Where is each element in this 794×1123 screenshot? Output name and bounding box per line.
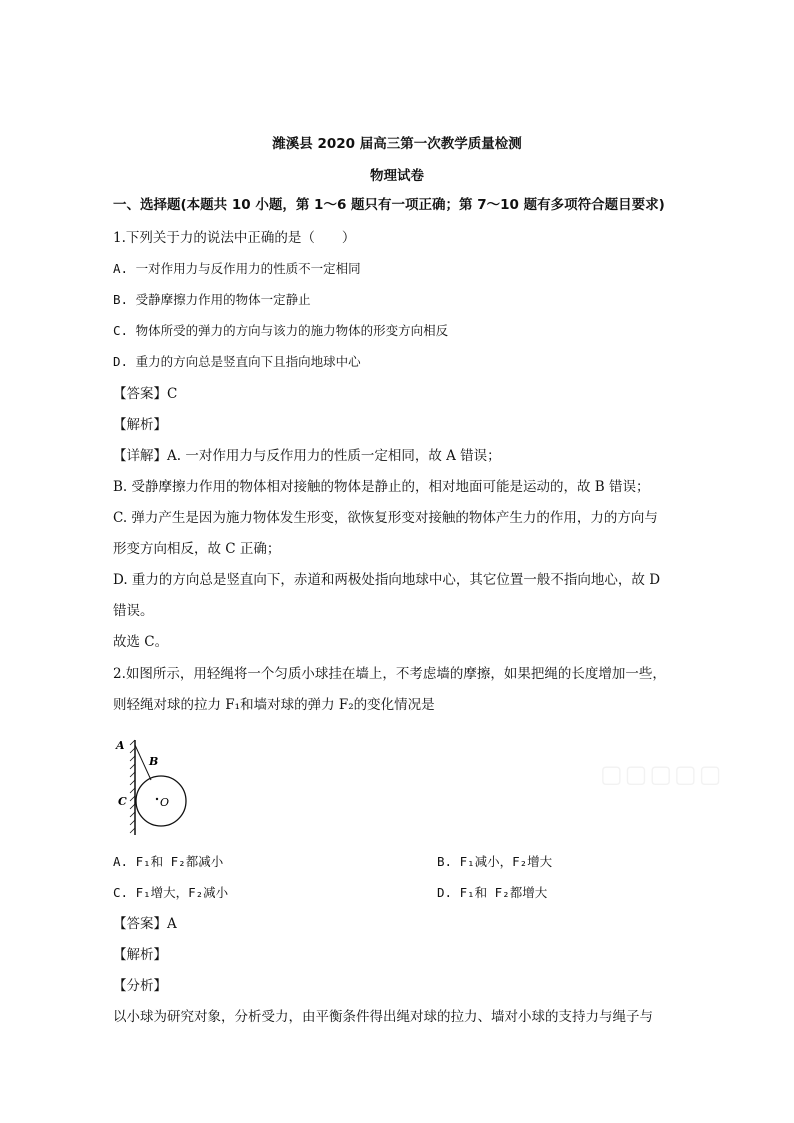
page-subtitle: 物理试卷: [370, 168, 424, 184]
q1-option-a: A. 一对作用力与反作用力的性质不一定相同: [113, 261, 361, 276]
page-title: 潍溪县 2020 届高三第一次教学质量检测: [272, 136, 522, 152]
q2-fenxi-label: 【分析】: [113, 978, 167, 994]
q1-detail-line: D. 重力的方向总是竖直向下，赤道和两极处指向地球中心，其它位置一般不指向地心，故 D: [113, 572, 661, 588]
q1-option-b: B. 受静摩擦力作用的物体一定静止: [113, 292, 311, 307]
q1-detail-line: 故选 C。: [113, 634, 169, 650]
q2-option-a: A. F₁和 F₂都减小: [113, 854, 224, 869]
q1-detail-line: 【详解】A. 一对作用力与反作用力的性质一定相同，故 A 错误；: [113, 448, 501, 464]
q1-detail-line: 形变方向相反，故 C 正确；: [113, 541, 281, 557]
q1-option-c: C. 物体所受的弹力的方向与该力的施力物体的形变方向相反: [113, 323, 449, 338]
q1-analysis-label: 【解析】: [113, 417, 167, 433]
q2-fenxi-text: 以小球为研究对象，分析受力，由平衡条件得出绳对球的拉力、墙对小球的支持力与绳子与: [113, 1009, 653, 1025]
section-heading: 一、选择题(本题共 10 小题，第 1～6 题只有一项正确；第 7～10 题有多项符合题目要求): [113, 197, 665, 213]
q1-stem: 1.下列关于力的说法中正确的是（ ）: [113, 230, 356, 246]
label-o: O: [160, 796, 170, 809]
wall-ball-figure: [113, 735, 193, 840]
q2-option-d: D. F₁和 F₂都增大: [437, 885, 548, 900]
watermark: ▢▢▢▢▢: [600, 760, 724, 788]
q1-option-d: D. 重力的方向总是竖直向下且指向地球中心: [113, 354, 361, 369]
q1-detail-line: C. 弹力产生是因为施力物体发生形变，欲恢复形变对接触的物体产生力的作用，力的方向与: [113, 510, 658, 526]
q2-stem-line2: 则轻绳对球的拉力 F₁和墙对球的弹力 F₂的变化情况是: [113, 697, 435, 713]
label-c: C: [118, 795, 127, 808]
q2-option-b: B. F₁减小，F₂增大: [437, 854, 553, 869]
q1-detail-line: 错误。: [113, 603, 154, 619]
label-a: A: [116, 739, 125, 752]
q2-stem-line1: 2.如图所示，用轻绳将一个匀质小球挂在墙上，不考虑墙的摩擦，如果把绳的长度增加一些，: [113, 666, 666, 682]
center-dot: [156, 798, 158, 800]
q2-analysis-label: 【解析】: [113, 947, 167, 963]
q1-detail-line: B. 受静摩擦力作用的物体相对接触的物体是静止的，相对地面可能是运动的，故 B 错误；: [113, 479, 650, 495]
q1-answer: 【答案】C: [113, 386, 178, 402]
q2-option-c: C. F₁增大，F₂减小: [113, 885, 229, 900]
q2-answer: 【答案】A: [113, 916, 177, 932]
label-b: B: [149, 755, 159, 768]
